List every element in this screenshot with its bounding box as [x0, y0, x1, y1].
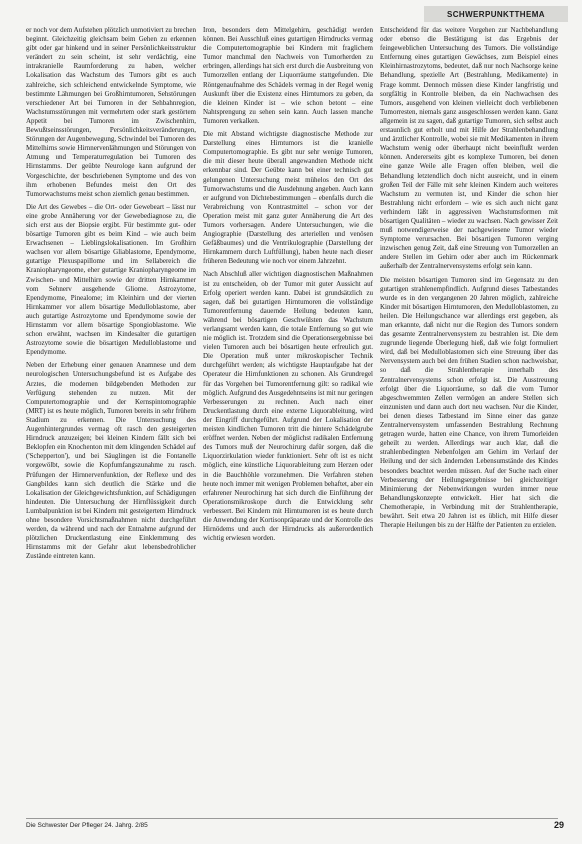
text-column-2: [203, 26, 373, 816]
footer-divider: [26, 818, 558, 819]
paragraph: Die Art des Gewebes – die Ort- oder Gewebeart – lässt nur eine grobe Annäherung vor der Gewebediagnose zu, die sich erst aus der Biopsie ergibt. Für bestimmte gut- oder bösartige Tumoren gibt es beim Kind – wie auch beim Erwachsenen – Lieblingslokalisationen. Im Großhirn wachsen vor allem bösartige Gliablastome, Ependymome, gutartige Plexuspapillome und im Sellabereich die Kraniopharyngeome, eher gutartige Kraniopharyngeome im Zwischen- und Mittelhirn sowie der dritten Hirnkammer vom Sehnerv ausgehende Gliome. Astrozytome, Ependymome, Pinealome; im Kleinhirn und der vierten Hirnkammer vor allem bösartige Medulloblastome, aber auch gutartige Astrozytome und Ependymome sowie der Hirnstamm vor allem bösartige Spongioblastome. Wie schon erwähnt, wachsen im Kindesalter die gutartigen Astrozytome sowie die bösartigen Medulloblastome und Ependymome.: [26, 202, 196, 357]
paragraph: Nach Abschluß aller wichtigen diagnostischen Maßnahmen ist zu entscheiden, ob der Tumor mit guter Aussicht auf Erfolg operiert werden kann. Dabei ist grundsätzlich zu sagen, daß bei gutartigen Hirntumoren die vollständige Tumorentfernung dauernde Heilung bedeuten kann, während bei bösartigen Geschwülsten das Wachstum verlangsamt werden kann, die totale Entfernung so gut wie nie möglich ist. Trotzdem sind die Operationsergebnisse bei vielen Tumoren auch bei bösartigen heute erfreulich gut. Die Operation muß unter mikroskopischer Technik durchgeführt werden; als wichtigste Hauptaufgabe hat der Operateur die Hirnfunktionen zu schonen. Als Grundregel für das Vorgehen bei Tumorentfernung gilt: so radikal wie möglich. Aufgrund des Ausgedehntseins ist mit nur geringen Verbesserungen zu rechnen. Auch nach einer Druckentlastung durch eine externe Liquorableitung, wird der Eingriff durchgeführt. Aufgrund der Lokalisation der meisten kindlichen Tumoren tritt die hintere Schädelgrube eröffnet werden. Neben der möglichst radikalen Entfernung des Tumors muß der Neurochirurg dafür sorgen, daß die Liquorzirkulation wieder funktioniert. Sehr oft ist es nicht möglich, eine künstliche Liquorableitung zum Herzen oder in die Bauchhöhle vorzunehmen. Die Verfahren stehen heute noch immer mit wenigen Problemen behaftet, aber ein erfahrener Neurochirurg hat sich durch die Einführung der Operationsmikroskope durch die Entwicklung sehr verbessert. Bei Kindern mit Hirntumoren ist es heute durch die Anwendung der Kortisonpräparate und der Kontrolle des Hirnödems und auch der Hirndrucks als außerordentlich wichtig erwiesen worden.: [203, 270, 373, 543]
section-tag: SCHWERPUNKTTHEMA: [424, 6, 568, 22]
page-number: 29: [553, 820, 564, 830]
journal-footer: Die Schwester Der Pfleger 24. Jahrg. 2/85: [26, 822, 148, 829]
paragraph: Neben der Erhebung einer genauen Anamnese und dem neurologischen Untersuchungsbefund ist es Aufgabe des Arztes, die modernen bildgebenden Methoden zur Verfügung stehenden zu nutzen. Mit der Computertomographie und der Kernspintomographie (MRT) ist es heute möglich, Tumoren bereits in sehr frühem Stadium zu erkennen. Die Untersuchung des Augenhintergrundes vermag oft rasch den gesteigerten Hirndruck anzuzeigen; bei kleinen Kindern fällt sich bei Beklopfen ein Knochenton mit dem klingenden Schädel auf ('Schepperton'), und bei Säuglingen ist die Fontanelle vorgewölbt, sowie die Kopfumfangszunahme zu rasch. Prüfungen der Hirnnervenfunktion, der Reflexe und des Gangbildes kann sich deutlich die Stärke und die Lokalisation der Gleichgewichtsfunktion, auf Schädigungen hindeuten. Die Untersuchung der Hirnflüssigkeit durch Lumbalpunktion ist bei Kindern mit gesteigertem Hirndruck ohne besondere Vorsichtsmaßnahmen nicht durchgeführt werden, da während und nach der Entnahme aufgrund der plötzlichen Druckentlastung eine Einklemmung des Hirnstamms mit der Gefahr akut lebensbedrohlicher Zustände eintreten kann.: [26, 361, 196, 561]
paragraph: er noch vor dem Aufstehen plötzlich unmotiviert zu brechen beginnt. Gleichzeitig gleichsam beim Gehen zu erkennen gibt oder gar hinkend und in seiner Persönlichkeitsstruktur verändert zu sein scheint, ist sehr verdächtig, eine intrakranielle Raumforderung zu haben, welcher Lokalisation das Wachstum des Tumors gibt es auch zahlreiche, sich schleichend entwickelnde Symptome, wie bestimmte Lähmungen bei Großhirntumoren, Sehstörungen verschiedener Art bei Tumoren in der Sehbahnregion, Wachstumsstörungen mit vermehrtem oder stark gestörtem Appetit bei Tumoren im Zwischenhirn, Bewußtseinsstörungen, Persönlichkeitsveränderungen, Störungen der Augenbewegung, Schwindel bei Tumoren des Mittelhirns sowie Hirnnervenlähmungen und Störungen von Atmung und Temperaturregulation bei Tumoren des Hirnstamms. Der geübte Neurologe kann aufgrund der Vorgeschichte, der beschriebenen Symptome und des von ihm erhobenen Befundes meist den Ort des Tumorwachstums meist schon ziemlich genau bestimmen.: [26, 26, 196, 198]
text-column-3: [380, 26, 558, 816]
text-column-1: [26, 26, 196, 816]
paragraph: Die meisten bösartigen Tumoren sind im Gegensatz zu den gutartigen strahlenempfindlich. Aufgrund dieses Tatbestandes wurde es in den vergangenen 20 Jahren möglich, zahlreiche Kinder mit bösartigen Hirntumoren, den Medulloblastomen, zu heilen. Die Heilungschance war allerdings erst gegeben, als man erkannte, daß nicht nur die Region des Tumors sondern das gesamte Zentralnervensystem zu bestrahlen ist. Die dem zugrunde liegende Überlegung hieß, daß wie folgt formuliert wird, daß bei Medulloblastomen sich eine Streuung über das Nervensystem auch bei den frühen Stadien schon nachweisbar, so daß die Strahlentherapie innerhalb des Zentralnervensystems schon erfolgt ist. Die Ausstreuung erfolgt über die Liquorräume, so daß die vom Tumor abgeschwemmten Zellen vermögen an andere Stellen sich einzunisten und dann auch dort neu wachsen. Nur die Kinder, bei denen dieses Tatbestand im Sinne einer das ganze Zentralnervensystem umfassenden Bestrahlung Rechnung getragen wurde, hatten eine Chance, von ihrem Tumorleiden geheilt zu werden. Allerdings war auch klar, daß die strahlenbedingten Nebenfolgen am Gehirn im Verlauf der Heilung und der sich ändernden Lebensumstände des Kindes besonders beachtet werden müssen. Auf der Suche nach einer Verbesserung der Heilungsergebnisse bei gleichzeitiger Minimierung der Nebenwirkungen wurden immer neue Behandlungskonzepte entwickelt. Hier hat sich die Chemotherapie, in Verbindung mit der Strahlentherapie, bewährt. Seit etwa 20 Jahren ist es üblich, mit Hilfe dieser Therapie Heilungen bis zu der Hälfte der Patienten zu erzielen.: [380, 275, 558, 530]
paragraph: Die mit Abstand wichtigste diagnostische Methode zur Darstellung eines Hirntumors ist die kranielle Computertomographie. Es gibt nur sehr wenige Tumoren, die mit dieser heute überall angewandten Methode nicht erkennbar sind. Der Geübte kann bei einer technisch gut gelungenen Untersuchung meist mühelos den Ort des Tumorwachstums und die Ausdehnung angeben. Auch kann er aufgrund von Dichtebestimmungen – ebenfalls durch die Verabreichung von Kontrastmittel – schon vor der Operation meist mit ganz guter Annäherung die Art des Tumors vorhersagen. Andere Untersuchungen, wie die Angiographie (Darstellung des arteriellen und venösen Gefäßbaumes) und die Ventrikulographie (Darstellung der Hirnkammern durch Luftfüllung), haben heute nach dieser früheren Bedeutung wie noch vor einem Jahrzehnt.: [203, 130, 373, 266]
paragraph: Iron, besonders dem Mittelgehirn, geschädigt werden können. Bei Ausschluß eines gutartigen Hirndrucks vermag die Computertomographie bei Kindern mit fraglichem Tumor manchmal den Nachweis von Tumorherden zu erbringen, allerdings hat sich erst durch die Ausbreitung von Tumorzellen entlang der Liquorräume stattgefunden. Die Röntgenaufnahme des Schädels vermag in der Regel wenig Auskunft über die Existenz eines Hirntumors zu geben, da die kleinen Kinder ist – wie schon betont – eine Nahtsprengung zu sehen sein kann. Auch lassen manche Tumoren verkalken.: [203, 26, 373, 125]
paragraph: Entscheidend für das weitere Vorgehen zur Nachbehandlung oder ebenso die Bestätigung ist das Ergebnis der feingeweblichen Untersuchung des Tumors. Die vollständige Entfernung eines gutartigen Gewächses, zum Beispiel eines Kleinhirnastrozytoms, bedeutet, daß nur noch Nachsorge keine Behandlung, spezielle Art (Bestrahlung, Medikamente) in Frage kommt. Dennoch müssen diese Kinder langfristig und sorgfältig in Kontrolle bleiben, da ein Nachwachsen des Tumors, ausgehend von kleinen vielleicht doch verbliebenen Tumorresten, niemals ganz ausgeschlossen werden kann. Ganz allgemein ist zu sagen, daß gutartige Tumoren, sich selbst auch erstaunlich gut erholt und mit Hilfe der Strahlenbehandlung und ärztlicher Kontrolle, wobei sie mit Medikamenten in ihrem Wachstum wenig oder überhaupt nicht beeinflußt werden können. Andererseits gibt es komplexe Tumoren, bei denen eine ganze Weile alle Fragen offen bleiben, weil die Behandlung letztendlich doch nicht ausreicht, und in einem großen Teil der Fälle mit sehr kleinen Kindern auch weiteres Wachstum zu vermuten ist, und Kinder die schon hier Bestrahlung nicht erfordern – wie es sich auch nicht ganz verhindern läßt in aggressiven Wachstumsformen mit bösartigen Qualitäten – wieder zu wachsen. Nach gewisser Zeit muß notwendigerweise der nachgewiesene Tumor wieder Symptome verursachen. Bei bösartigen Tumoren verging inzwischen genug Zeit, daß eine Streuung von Tumorzellen an andere Stellen im Gehirn oder aber auch im Rückenmark außerhalb der Zentralnervensystems erfolgt sein kann.: [380, 26, 558, 271]
